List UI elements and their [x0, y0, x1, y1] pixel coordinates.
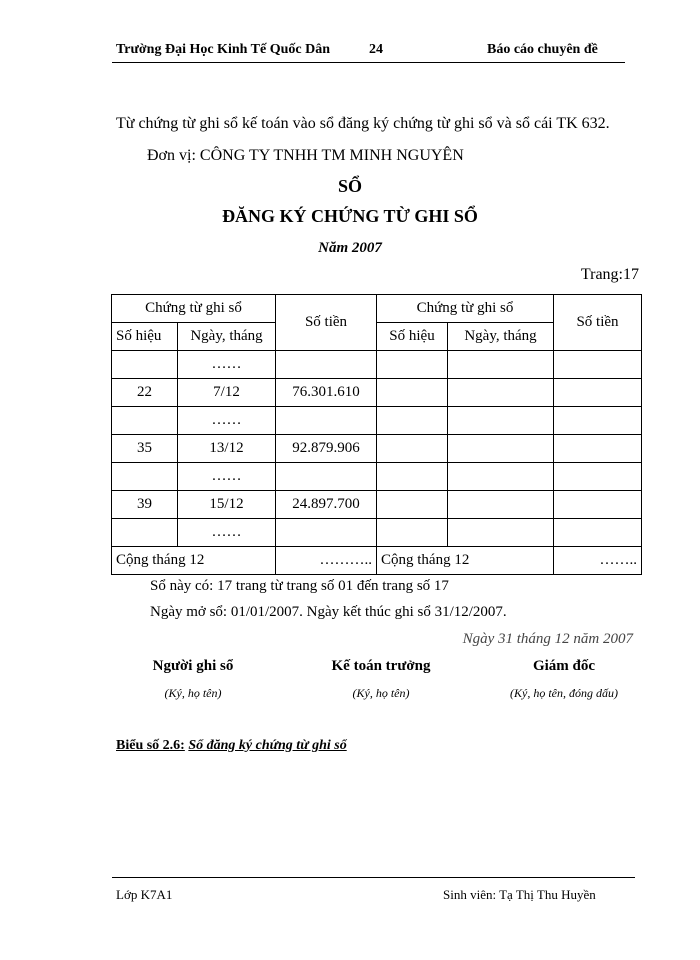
ledger-table — [111, 294, 642, 575]
cell-so-tien — [276, 407, 377, 435]
total-value-left: ……….. — [276, 547, 377, 575]
footer-class: Lớp K7A1 — [116, 887, 173, 902]
cell-empty — [377, 351, 448, 379]
caption-title: Sổ đăng ký chứng từ ghi sổ — [188, 738, 347, 753]
cell-empty — [554, 407, 642, 435]
cell-empty — [377, 379, 448, 407]
col-ngay-thang-right: Ngày, tháng — [448, 323, 554, 351]
table-row — [112, 435, 642, 463]
cell-so-hieu: 39 — [112, 491, 178, 519]
header-page-number: 24 — [369, 42, 383, 57]
caption-prefix: Biểu số 2.6: — [116, 738, 185, 753]
signature-title-recorder: Người ghi sổ — [152, 658, 234, 674]
cell-empty — [377, 435, 448, 463]
col-so-hieu-right: Số hiệu — [377, 323, 448, 351]
note-dates: Ngày mở sổ: 01/01/2007. Ngày kết thúc ghi sổ 31/12/2007. — [150, 604, 507, 620]
table-row — [112, 463, 642, 491]
total-label-left: Cộng tháng 12 — [112, 547, 276, 575]
cell-ngay: …… — [178, 351, 276, 379]
cell-empty — [448, 519, 554, 547]
cell-empty — [377, 407, 448, 435]
cell-empty — [448, 379, 554, 407]
table-row — [112, 519, 642, 547]
group-header-right: Chứng từ ghi sổ — [377, 295, 554, 323]
cell-empty — [377, 519, 448, 547]
cell-so-hieu: 35 — [112, 435, 178, 463]
intro-text: Từ chứng từ ghi sổ kế toán vào sổ đăng ký chứng từ ghi sổ và sổ cái TK 632. — [116, 115, 610, 132]
cell-empty — [554, 491, 642, 519]
unit-line: Đơn vị: CÔNG TY TNHH TM MINH NGUYÊN — [147, 147, 464, 164]
cell-ngay: …… — [178, 407, 276, 435]
cell-ngay: 13/12 — [178, 435, 276, 463]
cell-empty — [554, 519, 642, 547]
signature-sub-recorder: (Ký, họ tên) — [164, 686, 222, 700]
cell-empty — [448, 491, 554, 519]
cell-empty — [448, 407, 554, 435]
col-so-hieu-left: Số hiệu — [112, 323, 178, 351]
cell-so-tien — [276, 463, 377, 491]
cell-empty — [554, 463, 642, 491]
footer-student: Sinh viên: Tạ Thị Thu Huyền — [443, 887, 596, 902]
table-row — [112, 491, 642, 519]
cell-empty — [377, 463, 448, 491]
cell-empty — [554, 351, 642, 379]
cell-so-hieu — [112, 463, 178, 491]
table-row — [112, 379, 642, 407]
signature-sub-accountant: (Ký, họ tên) — [352, 686, 410, 700]
footer-rule — [112, 877, 635, 878]
page-title: ĐĂNG KÝ CHỨNG TỪ GHI SỔ — [222, 206, 478, 226]
total-label-right: Cộng tháng 12 — [377, 547, 554, 575]
col-so-tien-right: Số tiền — [554, 295, 642, 351]
col-so-tien-left: Số tiền — [276, 295, 377, 351]
sign-date: Ngày 31 tháng 12 năm 2007 — [462, 631, 633, 647]
cell-so-hieu — [112, 407, 178, 435]
signature-title-director: Giám đốc — [532, 658, 596, 674]
figure-caption — [116, 738, 347, 754]
trang-label: Trang:17 — [580, 266, 639, 283]
title-so: SỔ — [337, 176, 362, 196]
cell-so-hieu — [112, 351, 178, 379]
cell-ngay: 15/12 — [178, 491, 276, 519]
table-row — [112, 407, 642, 435]
cell-so-tien — [276, 351, 377, 379]
header-rule — [112, 62, 625, 63]
cell-empty — [554, 435, 642, 463]
cell-ngay: …… — [178, 519, 276, 547]
cell-so-tien — [276, 519, 377, 547]
cell-empty — [377, 491, 448, 519]
table-row — [112, 351, 642, 379]
cell-so-tien: 24.897.700 — [276, 491, 377, 519]
cell-so-tien: 76.301.610 — [276, 379, 377, 407]
group-header-left: Chứng từ ghi sổ — [112, 295, 276, 323]
total-row — [112, 547, 642, 575]
signature-sub-director: (Ký, họ tên, đóng dấu) — [510, 686, 618, 700]
cell-so-hieu — [112, 519, 178, 547]
cell-ngay: …… — [178, 463, 276, 491]
header-school: Trường Đại Học Kinh Tế Quốc Dân — [116, 42, 330, 57]
cell-so-hieu: 22 — [112, 379, 178, 407]
cell-so-tien: 92.879.906 — [276, 435, 377, 463]
table-header-row-1 — [112, 295, 642, 323]
cell-empty — [448, 351, 554, 379]
cell-empty — [554, 379, 642, 407]
cell-empty — [448, 463, 554, 491]
total-value-right: …….. — [554, 547, 642, 575]
note-pages: Sổ này có: 17 trang từ trang số 01 đến trang số 17 — [150, 578, 449, 594]
header-report: Báo cáo chuyên đề — [487, 42, 598, 57]
cell-ngay: 7/12 — [178, 379, 276, 407]
signature-title-accountant: Kế toán trưởng — [331, 658, 431, 674]
title-year: Năm 2007 — [318, 240, 382, 256]
col-ngay-thang-left: Ngày, tháng — [178, 323, 276, 351]
cell-empty — [448, 435, 554, 463]
